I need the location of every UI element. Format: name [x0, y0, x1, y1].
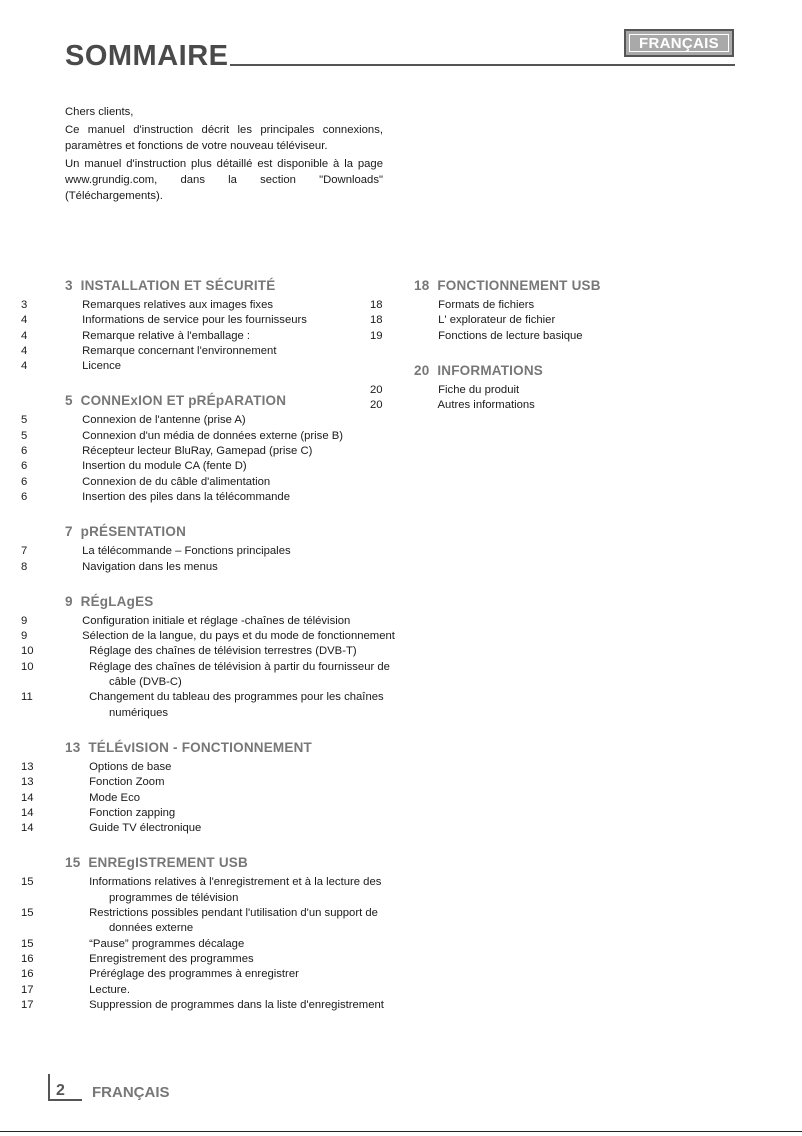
toc-entry-label: Fiche du produit	[438, 383, 520, 396]
toc-entry-page: 4	[21, 360, 28, 373]
toc-entry-label: Connexion de du câble d'alimentation	[82, 475, 271, 488]
toc-entry-page: 14	[21, 822, 34, 835]
toc-entry-page: 5	[21, 414, 28, 427]
toc-entry-label: Réglage des chaînes de télévision terrestres (DVB-T)	[89, 645, 357, 658]
toc-entry[interactable]	[21, 775, 395, 790]
toc-entry-label: Changement du tableau des programmes pour les chaînes numériques	[89, 691, 384, 719]
toc-section-page: 15	[65, 855, 81, 871]
toc-entry[interactable]	[21, 298, 395, 313]
toc-section-label: pRÉSENTATION	[80, 524, 187, 540]
toc-entry-page: 13	[21, 776, 34, 789]
intro-paragraph-1: Ce manuel d'instruction décrit les principales connexions, paramètres et fonctions de votre nouveau téléviseur.	[65, 124, 383, 152]
toc-entry[interactable]	[370, 313, 744, 328]
toc-entry-page: 14	[21, 791, 34, 804]
toc-entry-label: Préréglage des programmes à enregistrer	[89, 968, 299, 981]
toc-entry[interactable]	[21, 967, 395, 982]
toc-entry[interactable]	[21, 313, 395, 328]
toc-entry[interactable]	[21, 359, 395, 374]
toc-entry-page: 4	[21, 329, 28, 342]
toc-entry-page: 9	[21, 630, 28, 643]
toc-entry-page: 16	[21, 968, 34, 981]
language-badge-label: FRANÇAIS	[639, 34, 719, 52]
toc-entry[interactable]	[21, 791, 395, 806]
toc-entry-page: 9	[21, 614, 28, 627]
toc-entry-page: 10	[21, 660, 34, 673]
toc-entry[interactable]	[21, 413, 395, 428]
toc-entry-label: “Pause” programmes décalage	[89, 937, 245, 950]
toc-entry[interactable]	[21, 821, 395, 836]
toc-entry[interactable]	[21, 937, 395, 952]
toc-section-title[interactable]	[65, 853, 395, 872]
toc-section-page: 7	[65, 524, 73, 540]
toc-section-page: 20	[414, 362, 430, 378]
toc-entry-page: 4	[21, 344, 28, 357]
toc-entry[interactable]	[370, 383, 744, 398]
toc-entry[interactable]	[21, 475, 395, 490]
toc-section	[21, 276, 395, 374]
toc-entry-page: 8	[21, 560, 28, 573]
intro-greeting: Chers clients,	[65, 106, 134, 118]
toc-entry-page: 7	[21, 545, 28, 558]
toc-entry-page: 18	[370, 314, 383, 327]
toc-entry-label: Lecture.	[89, 983, 130, 996]
toc-entry-page: 11	[21, 691, 33, 704]
toc-entry-label: Navigation dans les menus	[82, 560, 218, 573]
toc-entry-page: 20	[370, 383, 383, 396]
toc-entry[interactable]	[21, 660, 395, 691]
toc-section	[21, 592, 395, 721]
toc-entry-page: 6	[21, 460, 28, 473]
toc-section	[21, 391, 395, 505]
toc-section-page: 18	[414, 278, 430, 293]
title-underline	[230, 64, 735, 66]
toc-entry-page: 13	[21, 760, 34, 773]
toc-section-title[interactable]	[65, 276, 395, 295]
toc-entry[interactable]	[21, 983, 395, 998]
footer-language: FRANÇAIS	[92, 1084, 170, 1101]
toc-entry-page: 19	[370, 329, 383, 342]
toc-entry-page: 4	[21, 314, 28, 327]
intro-text	[65, 104, 383, 206]
toc-entry-label: Licence	[82, 360, 122, 373]
toc-entry-page: 6	[21, 445, 28, 458]
toc-entry-label: Mode Eco	[89, 791, 141, 804]
toc-entry-label: Fonctions de lecture basique	[438, 329, 583, 342]
toc-section-title[interactable]	[65, 592, 395, 611]
toc-entry-label: Récepteur lecteur BluRay, Gamepad (prise C)	[82, 445, 313, 458]
page-title: SOMMAIRE	[65, 40, 229, 72]
toc-entry-label: Informations de service pour les fournisseurs	[82, 314, 307, 327]
toc-entry-page: 16	[21, 952, 34, 965]
toc-entry[interactable]	[21, 952, 395, 967]
toc-entry[interactable]	[370, 398, 744, 413]
toc-entry-label: La télécommande – Fonctions principales	[82, 545, 291, 558]
toc-section-label: ENREgISTREMENT USB	[88, 855, 248, 871]
bottom-rule	[0, 1131, 802, 1132]
toc-section-page: 13	[65, 739, 81, 755]
toc-entry-page: 18	[370, 299, 383, 311]
toc-entry[interactable]	[21, 614, 395, 629]
toc-entry-label: Configuration initiale et réglage -chaînes de télévision	[82, 614, 351, 627]
toc-entry-page: 17	[21, 998, 34, 1011]
toc-section-label: INFORMATIONS	[437, 362, 543, 378]
toc-entry[interactable]	[21, 560, 395, 575]
toc-entry-page: 3	[21, 299, 28, 311]
toc-entry-label: Guide TV électronique	[89, 822, 202, 835]
toc-entry-label: Suppression de programmes dans la liste d'enregistrement	[89, 998, 384, 1011]
toc-entry-label: Remarque concernant l'environnement	[82, 344, 277, 357]
language-badge	[624, 29, 734, 57]
toc-entry-page: 5	[21, 429, 28, 442]
toc-entry-label: Connexion de l'antenne (prise A)	[82, 414, 246, 427]
toc-entry[interactable]	[21, 644, 395, 659]
toc-entry-page: 15	[21, 937, 34, 950]
toc-entry[interactable]	[21, 690, 395, 721]
toc-entry[interactable]	[21, 459, 395, 474]
toc-entry-label: Restrictions possibles pendant l'utilisation d'un support de données externe	[89, 907, 378, 935]
toc-entry[interactable]	[21, 544, 395, 559]
toc-section-title[interactable]	[65, 522, 395, 541]
toc-entry-label: Sélection de la langue, du pays et du mode de fonctionnement	[82, 630, 395, 643]
toc-entry[interactable]	[21, 806, 395, 821]
toc-entry[interactable]	[370, 329, 744, 344]
toc-entry-page: 17	[21, 983, 34, 996]
toc-entry-label: Connexion d'un média de données externe (prise B)	[82, 429, 344, 442]
footer-page-mark	[48, 1074, 82, 1101]
toc-entry-label: Options de base	[89, 760, 172, 773]
toc-section-title[interactable]	[65, 738, 395, 757]
toc-section-label: TÉLÉvISION - FONCTIONNEMENT	[88, 739, 312, 755]
toc-entry-label: Enregistrement des programmes	[89, 952, 254, 965]
toc-entry[interactable]	[21, 906, 395, 937]
toc-entry[interactable]	[21, 629, 395, 644]
toc-entry-label: Remarque relative à l'emballage :	[82, 329, 251, 342]
toc-section	[21, 522, 395, 575]
toc-entry-label: Autres informations	[437, 399, 535, 412]
toc-section-title[interactable]	[414, 276, 744, 295]
toc-entry-label: Insertion des piles dans la télécommande	[82, 490, 290, 503]
toc-section-page: 9	[65, 593, 73, 609]
toc-right-column	[370, 276, 744, 430]
toc-entry-page: 14	[21, 806, 34, 819]
toc-entry-label: Réglage des chaînes de télévision à partir du fournisseur de câble (DVB-C)	[89, 660, 390, 689]
toc-entry[interactable]	[21, 344, 395, 359]
toc-entry-page: 15	[21, 876, 34, 889]
toc-entry[interactable]	[21, 329, 395, 344]
toc-entry-label: Fonction zapping	[89, 806, 176, 819]
toc-entry[interactable]	[21, 875, 395, 906]
toc-left-column	[21, 276, 395, 1030]
toc-entry-page: 20	[370, 399, 383, 412]
toc-entry[interactable]	[21, 760, 395, 775]
toc-entry-page: 6	[21, 490, 28, 503]
toc-section-title[interactable]	[65, 391, 395, 410]
toc-section	[370, 276, 744, 344]
toc-entry[interactable]	[21, 444, 395, 459]
toc-section	[21, 738, 395, 836]
intro-paragraph-2: Un manuel d'instruction plus détaillé est disponible à la page www.grundig.com, dans la section "Downloads" (Téléchargements).	[65, 158, 383, 202]
toc-entry-label: L' explorateur de fichier	[438, 314, 556, 327]
toc-section-label: CONNExION ET pRÉpARATION	[80, 393, 287, 409]
toc-entry[interactable]	[21, 998, 395, 1013]
toc-entry[interactable]	[21, 429, 395, 444]
toc-entry-label: Informations relatives à l'enregistrement et à la lecture des programmes de télévision	[89, 876, 382, 904]
toc-entry-page: 15	[21, 907, 34, 920]
toc-entry[interactable]	[21, 490, 395, 505]
toc-entry-page: 10	[21, 645, 34, 658]
toc-section-title[interactable]	[414, 361, 744, 380]
toc-section	[21, 853, 395, 1013]
toc-section-page: 3	[65, 278, 73, 293]
toc-section-page: 5	[65, 393, 73, 409]
toc-section-label: INSTALLATION ET SÉCURITÉ	[80, 278, 276, 293]
toc-entry-label: Remarques relatives aux images fixes	[82, 299, 274, 311]
toc-entry[interactable]	[370, 298, 744, 313]
toc-section-label: RÉgLAgES	[80, 593, 154, 609]
footer-page-number: 2	[56, 1082, 65, 1099]
toc-entry-page: 6	[21, 475, 28, 488]
toc-section-label: FONCTIONNEMENT USB	[437, 278, 601, 293]
toc-entry-label: Insertion du module CA (fente D)	[82, 460, 247, 473]
toc-entry-label: Fonction Zoom	[89, 776, 165, 789]
toc-section	[370, 361, 744, 414]
toc-entry-label: Formats de fichiers	[438, 299, 535, 311]
